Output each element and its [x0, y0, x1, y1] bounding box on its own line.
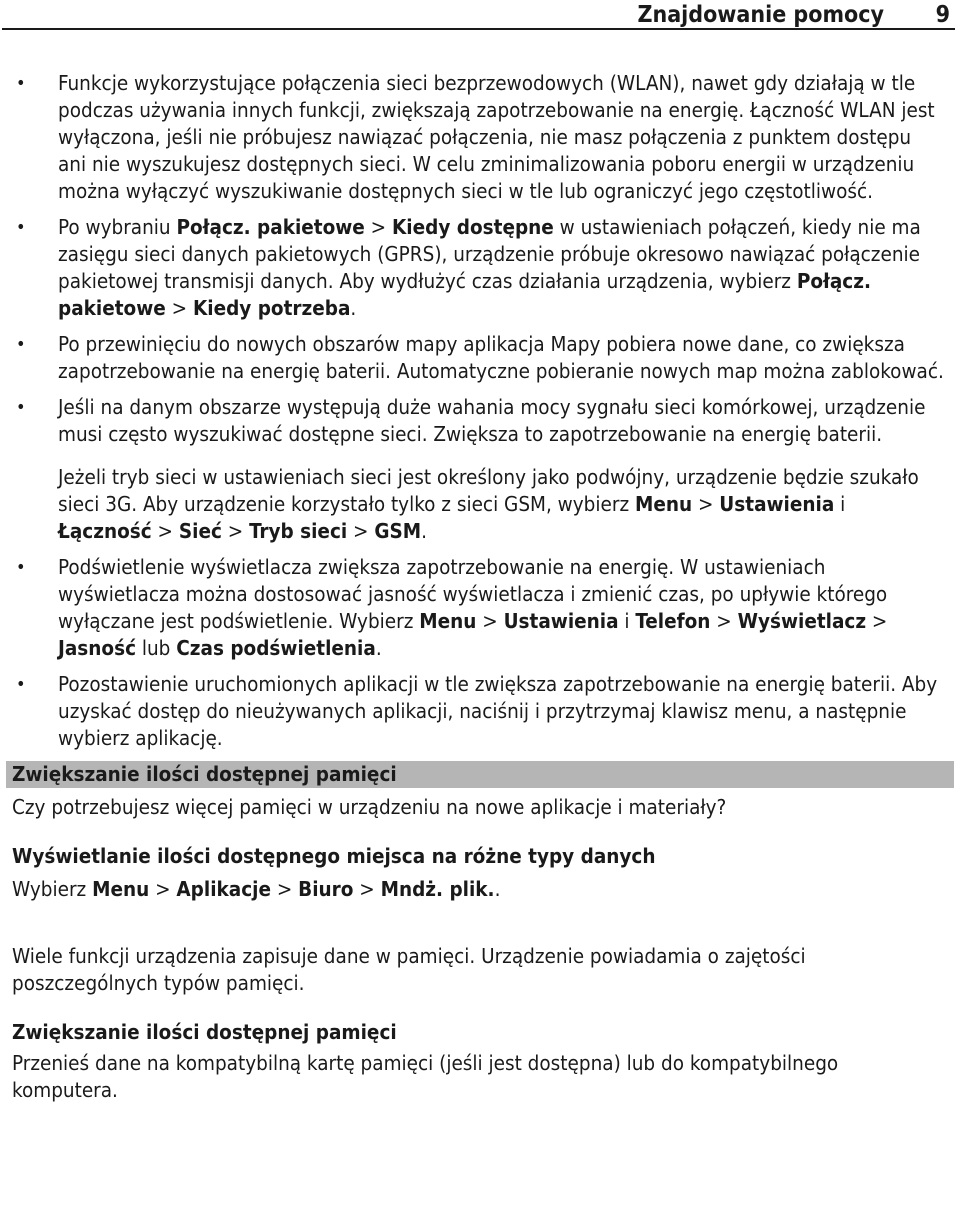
list-item-text: Po wybraniu Połącz. pakietowe > Kiedy dostępne w ustawieniach połączeń, kiedy nie ma zasięgu sieci danych pakietowych (GPRS), urządzenie próbuje okresowo nawiązać połączenie pakietowej transmisji danych. Aby wydłużyć czas działania urządzenia, wybierz Połącz. pakietowe > Kiedy potrzeba. — [58, 215, 921, 320]
bullet-icon: • — [16, 73, 26, 94]
list-item-text: Pozostawienie uruchomionych aplikacji w tle zwiększa zapotrzebowanie na energię baterii. Aby uzyskać dostęp do nieużywanych aplikacji, naciśnij i przytrzymaj klawisz menu, a następnie wybierz aplikację. — [58, 672, 938, 750]
bullet-icon: • — [16, 557, 26, 578]
menu-path-item: Kiedy dostępne — [392, 215, 554, 239]
menu-path-item: Menu — [419, 609, 477, 633]
menu-path-item: Tryb sieci — [249, 519, 348, 543]
menu-path-item: Czas podświetlenia — [176, 636, 376, 660]
bullet-icon: • — [16, 397, 26, 418]
list-item-text: Funkcje wykorzystujące połączenia sieci bezprzewodowych (WLAN), nawet gdy działają w tle podczas używania innych funkcji, zwiększają zapotrzebowanie na energię. Łączność WLAN jest wyłączona, jeśli nie próbujesz nawiązać połączenia, nie masz połączenia z punktem dostępu ani nie wyszukujesz dostępnych sieci. W celu zminimalizowania poboru energii w urządzeniu można wyłączyć wyszukiwanie dostępnych sieci w tle lub ograniczyć jego częstotliwość. — [58, 71, 935, 203]
list-item-text: Po przewinięciu do nowych obszarów mapy aplikacja Mapy pobiera nowe dane, co zwiększa zapotrzebowanie na energię baterii. Automatyczne pobieranie nowych map można zablokować. — [58, 332, 944, 383]
list-item — [0, 70, 960, 205]
menu-path-item: Telefon — [635, 609, 711, 633]
menu-path-item: Łączność — [58, 519, 152, 543]
list-item — [0, 331, 960, 385]
menu-path-item: Kiedy potrzeba — [192, 296, 351, 320]
list-item — [0, 671, 960, 752]
energy-tips-list-continued — [0, 554, 960, 752]
subsection-heading: Wyświetlanie ilości dostępnego miejsca na różne typy danych — [12, 844, 656, 868]
menu-path-item: GSM — [374, 519, 422, 543]
section-heading: Zwiększanie ilości dostępnej pamięci — [6, 761, 954, 788]
list-item — [0, 214, 960, 322]
menu-path-item: Sieć — [178, 519, 222, 543]
list-item — [0, 554, 960, 662]
page-number: 9 — [935, 2, 950, 28]
energy-tips-list — [0, 70, 960, 448]
menu-path-item: Ustawienia — [719, 492, 835, 516]
memory-info-paragraph: Wiele funkcji urządzenia zapisuje dane w pamięci. Urządzenie powiadamia o zajętości poszczególnych typów pamięci. — [12, 944, 806, 995]
menu-path-item: Aplikacje — [176, 877, 271, 901]
network-mode-note: Jeżeli tryb sieci w ustawieniach sieci jest określony jako podwójny, urządzenie będzie szukało sieci 3G. Aby urządzenie korzystało tylko z sieci GSM, wybierz Menu > Ustawienia i Łączność > Sieć > Tryb sieci > GSM. — [58, 465, 919, 543]
list-item-text: Podświetlenie wyświetlacza zwiększa zapotrzebowanie na energię. W ustawieniach wyświetlacza można dostosować jasność wyświetlacza i zmienić czas, po upływie którego wyłączane jest podświetlenie. Wybierz Menu > Ustawienia i Telefon > Wyświetlacz > Jasność lub Czas podświetlenia. — [58, 555, 888, 660]
bullet-icon: • — [16, 334, 26, 355]
menu-path-item: Wyświetlacz — [737, 609, 867, 633]
menu-path-item: Menu — [634, 492, 693, 516]
subsection-heading: Zwiększanie ilości dostępnej pamięci — [12, 1020, 397, 1044]
list-item-text: Jeśli na danym obszarze występują duże wahania mocy sygnału sieci komórkowej, urządzenie musi często wyszukiwać dostępne sieci. Zwiększa to zapotrzebowanie na energię baterii. — [58, 395, 926, 446]
page-header — [0, 0, 960, 30]
menu-path-item: Menu — [92, 877, 150, 901]
menu-path-paragraph: Wybierz Menu > Aplikacje > Biuro > Mndż. plik.. — [12, 877, 501, 901]
running-header-title: Znajdowanie pomocy — [637, 2, 884, 28]
list-item — [0, 394, 960, 448]
menu-path-item: Biuro — [298, 877, 354, 901]
menu-path-item: Ustawienia — [503, 609, 619, 633]
bullet-icon: • — [16, 674, 26, 695]
page-body — [0, 70, 960, 1104]
header-rule — [2, 28, 955, 30]
memory-tip-paragraph: Przenieś dane na kompatybilną kartę pamięci (jeśli jest dostępna) lub do kompatybilnego komputera. — [12, 1051, 839, 1102]
section-intro: Czy potrzebujesz więcej pamięci w urządzeniu na nowe aplikacje i materiały? — [12, 795, 727, 819]
menu-path-item: Połącz. pakietowe — [176, 215, 365, 239]
menu-path-item: Połącz. pakietowe — [58, 269, 871, 320]
menu-path-item: Jasność — [58, 636, 136, 660]
bullet-icon: • — [16, 217, 26, 238]
menu-path-item: Mndż. plik. — [380, 877, 495, 901]
